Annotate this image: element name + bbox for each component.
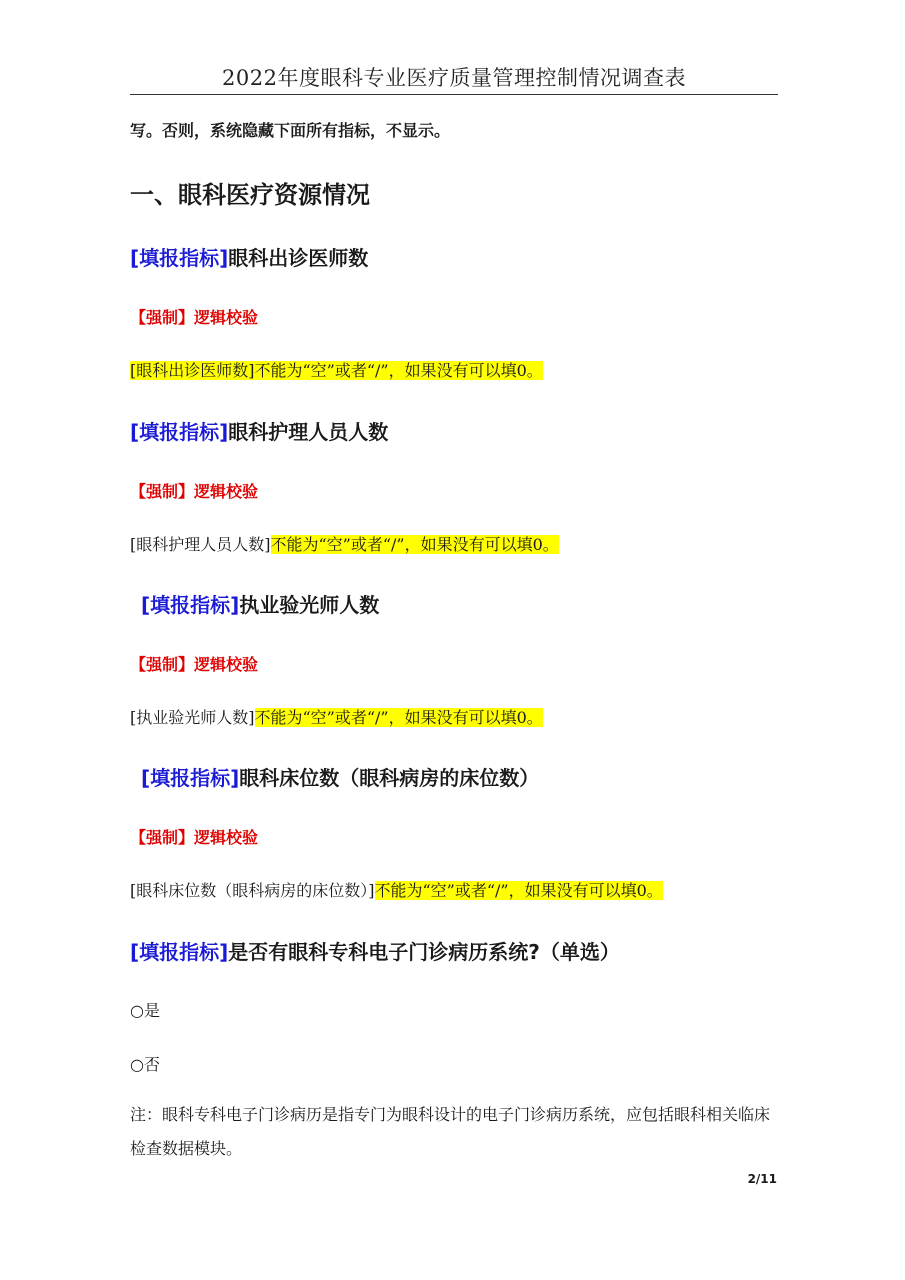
indicator-tag: [填报指标] <box>130 246 229 270</box>
rule-text <box>130 532 559 555</box>
rule-body: 不能为“空”或者“/”，如果没有可以填 <box>374 881 637 900</box>
indicator-title <box>130 242 368 271</box>
indicator-tag: [填报指标] <box>130 940 229 964</box>
rule-text <box>130 878 663 901</box>
radio-icon[interactable]: ○ <box>130 1055 144 1074</box>
rule-label: 【强制】逻辑校验 <box>130 655 259 674</box>
rule-label: 【强制】逻辑校验 <box>130 308 259 327</box>
intro-text: 写。否则，系统隐藏下面所有指标，不显示。 <box>130 121 451 140</box>
option-yes[interactable] <box>130 998 160 1021</box>
rule-prefix: [眼科护理人员人数] <box>130 535 271 554</box>
rule-body: 不能为“空”或者“/”，如果没有可以填 <box>254 708 517 727</box>
rule-value: 0。 <box>516 361 543 380</box>
rule-label: 【强制】逻辑校验 <box>130 828 259 847</box>
rule-value: 0。 <box>532 535 559 554</box>
page-header-title: 2022年度眼科专业医疗质量管理控制情况调查表 <box>222 66 686 90</box>
option-no[interactable] <box>130 1052 160 1075</box>
rule-prefix: [眼科出诊医师数] <box>130 361 255 380</box>
rule-value: 0。 <box>516 708 543 727</box>
indicator-name: 眼科护理人员人数 <box>228 420 389 444</box>
option-label: 是 <box>143 1001 160 1020</box>
indicator-title <box>130 936 620 965</box>
rule-label: 【强制】逻辑校验 <box>130 482 259 501</box>
indicator-title <box>141 762 539 791</box>
page-number: 2/11 <box>747 1172 777 1186</box>
rule-text <box>130 705 543 728</box>
rule-prefix: [眼科床位数（眼科病房的床位数）] <box>130 881 375 900</box>
rule-prefix: [执业验光师人数] <box>130 708 255 727</box>
rule-body: 不能为“空”或者“/”，如果没有可以填 <box>254 361 517 380</box>
indicator-name: 眼科床位数（眼科病房的床位数） <box>239 766 540 790</box>
radio-icon[interactable]: ○ <box>130 1001 144 1020</box>
header-divider <box>130 94 778 95</box>
option-label: 否 <box>143 1055 160 1074</box>
indicator-name: 眼科出诊医师数 <box>228 246 369 270</box>
rule-body: 不能为“空”或者“/”，如果没有可以填 <box>270 535 533 554</box>
rule-value: 0。 <box>636 881 663 900</box>
indicator-name: 执业验光师人数 <box>239 593 380 617</box>
rule-text <box>130 358 543 381</box>
indicator-tag: [填报指标] <box>141 766 240 790</box>
indicator-title <box>130 416 388 445</box>
indicator-title <box>141 589 379 618</box>
indicator-tag: [填报指标] <box>130 420 229 444</box>
indicator-tag: [填报指标] <box>141 593 240 617</box>
note-text: 注：眼科专科电子门诊病历是指专门为眼科设计的电子门诊病历系统，应包括眼科相关临床检查数据模块。 <box>130 1105 771 1158</box>
section-title: 一、眼科医疗资源情况 <box>130 181 370 209</box>
indicator-name: 是否有眼科专科电子门诊病历系统?（单选） <box>228 940 620 964</box>
